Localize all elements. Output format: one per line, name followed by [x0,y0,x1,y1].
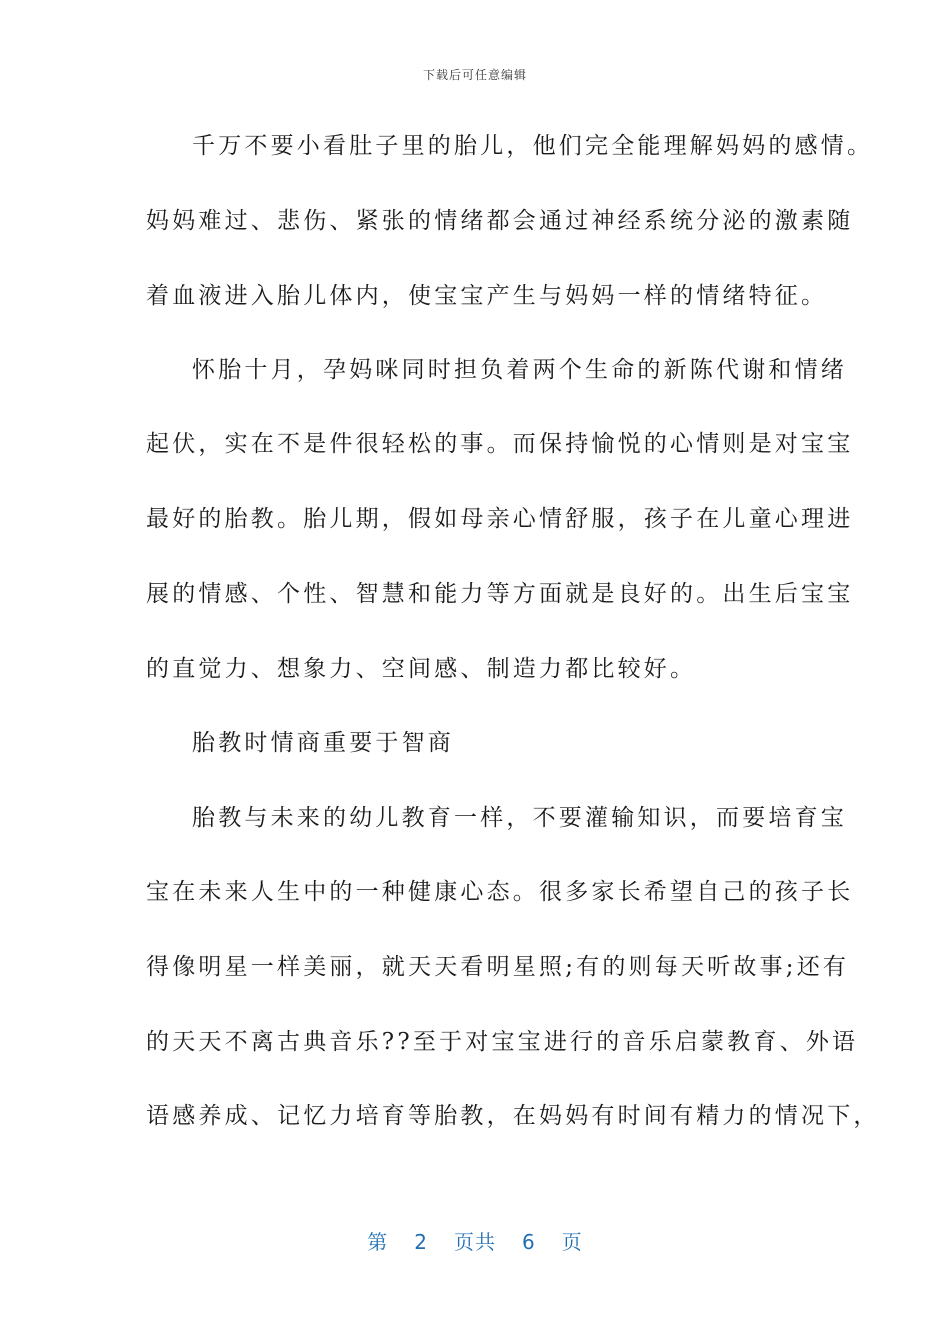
paragraph-line: 的天天不离古典音乐??至于对宝宝进行的音乐启蒙教育、外语 [146,1029,859,1055]
footer-suffix: 页 [561,1230,583,1254]
paragraph-line: 起伏，实在不是件很轻松的事。而保持愉悦的心情则是对宝宝 [146,431,854,457]
paragraph-line: 语感养成、记忆力培育等胎教，在妈妈有时间有精力的情况下， [146,1103,880,1129]
paragraph-line: 千万不要小看肚子里的胎儿，他们完全能理解妈妈的感情。 [192,133,874,159]
paragraph-line: 得像明星一样美丽，就天天看明星照;有的则每天听故事;还有 [146,954,850,980]
paragraph-line: 妈妈难过、悲伤、紧张的情绪都会通过神经系统分泌的激素随 [146,208,854,234]
paragraph-line: 的直觉力、想象力、空间感、制造力都比较好。 [146,656,697,682]
section-heading: 胎教时情商重要于智商 [192,730,454,756]
footer-page-number: 2 [414,1230,428,1254]
header-note: 下载后可任意编辑 [422,68,527,82]
page-footer [0,1226,950,1255]
paragraph-line: 着血液进入胎儿体内，使宝宝产生与妈妈一样的情绪特征。 [146,283,828,309]
footer-middle: 页共 [454,1230,496,1254]
footer-total-pages: 6 [522,1230,536,1254]
paragraph-line: 宝在未来人生中的一种健康心态。很多家长希望自己的孩子长 [146,879,854,905]
footer-prefix: 第 [367,1230,389,1254]
paragraph-line: 怀胎十月，孕妈咪同时担负着两个生命的新陈代谢和情绪 [192,357,847,383]
paragraph-line: 展的情感、个性、智慧和能力等方面就是良好的。出生后宝宝 [146,581,854,607]
paragraph-line: 最好的胎教。胎儿期，假如母亲心情舒服，孩子在儿童心理进 [146,506,854,532]
paragraph-line: 胎教与未来的幼儿教育一样，不要灌输知识，而要培育宝 [192,805,847,831]
